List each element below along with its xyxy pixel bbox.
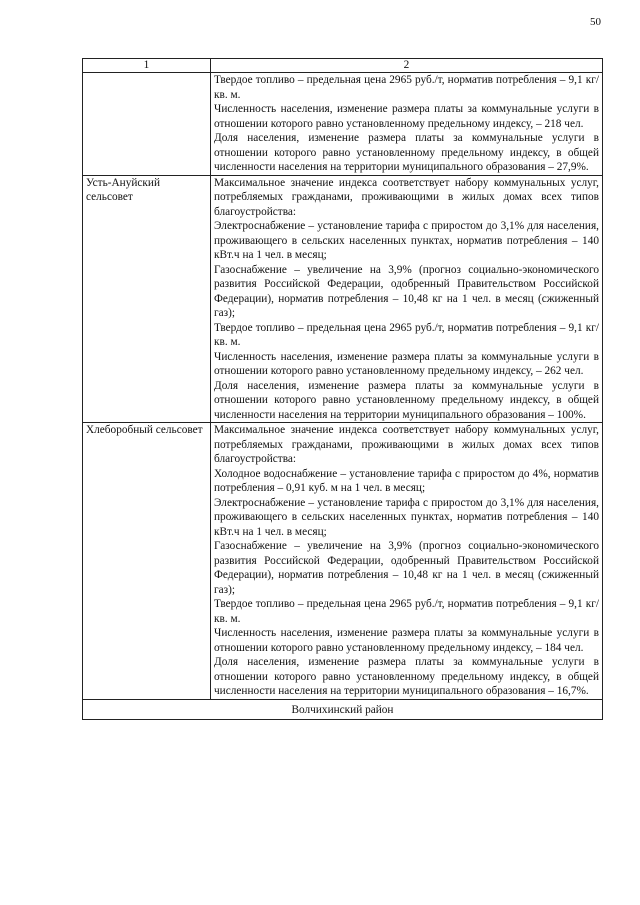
table-row — [83, 73, 603, 176]
paragraph: Газоснабжение – увеличение на 3,9% (прогноз социально-экономического развития Российской Федерации, одобренный Правительством Российской Федерации), норматив потребления – 10,48 кг на 1 чел. в месяц (сжиженный газ); — [214, 263, 599, 319]
paragraph: Максимальное значение индекса соответствует набору коммунальных услуг, потребляемых гражданами, проживающими в жилых домах всех типов благоустройства: — [214, 424, 599, 465]
paragraph: Максимальное значение индекса соответствует набору коммунальных услуг, потребляемых гражданами, проживающими в жилых домах всех типов благоустройства: — [214, 176, 599, 218]
paragraph: Твердое топливо – предельная цена 2965 руб./т, норматив потребления – 9,1 кг/кв. м. — [214, 598, 599, 625]
paragraph: Газоснабжение – увеличение на 3,9% (прогноз социально-экономического развития Российской Федерации, одобренный Правительством Российской Федерации), норматив потребления – 10,48 кг на 1 чел. в месяц (сжиженный газ); — [214, 540, 599, 596]
data-table — [82, 58, 603, 720]
paragraph: Твердое топливо – предельная цена 2965 руб./т, норматив потребления – 9,1 кг/кв. м. — [214, 321, 599, 348]
paragraph: Численность населения, изменение размера платы за коммунальные услуги в отношении которого равно установленному предельному индексу, – 262 чел. — [214, 350, 599, 377]
paragraph: Доля населения, изменение размера платы за коммунальные услуги в отношении которого равно установленному предельному индексу, в общей численности населения на территории муниципального образования – 27,9%. — [214, 132, 599, 173]
table-header-row — [83, 59, 603, 73]
page-number: 50 — [590, 16, 601, 28]
column-header-2: 2 — [211, 59, 603, 73]
paragraph: Численность населения, изменение размера платы за коммунальные услуги в отношении которого равно установленному предельному индексу, – 184 чел. — [214, 627, 599, 654]
paragraph: Доля населения, изменение размера платы за коммунальные услуги в отношении которого равно установленному предельному индексу, в общей численности населения на территории муниципального образования – 16,7%. — [214, 656, 599, 697]
row-name — [83, 73, 211, 176]
district-heading: Волчихинский район — [83, 699, 603, 719]
paragraph: Численность населения, изменение размера платы за коммунальные услуги в отношении которого равно установленному предельному индексу, – 218 чел. — [214, 103, 599, 130]
paragraph: Холодное водоснабжение – установление тарифа с приростом до 4%, норматив потребления – 0,91 куб. м на 1 чел. в месяц; — [214, 467, 599, 494]
row-description — [211, 175, 603, 423]
paragraph: Электроснабжение – установление тарифа с приростом до 3,1% для населения, проживающего в сельских населенных пунктах, норматив потребления – 140 кВт.ч на 1 чел. в месяц; — [214, 220, 599, 261]
table-row — [83, 175, 603, 423]
row-name: Хлеборобный сельсовет — [83, 423, 211, 700]
paragraph: Электроснабжение – установление тарифа с приростом до 3,1% для населения, проживающего в сельских населенных пунктах, норматив потребления – 140 кВт.ч на 1 чел. в месяц; — [214, 496, 599, 538]
district-row — [83, 699, 603, 719]
row-name: Усть-Ануйский сельсовет — [83, 175, 211, 423]
row-description — [211, 423, 603, 700]
table-row — [83, 423, 603, 700]
paragraph: Твердое топливо – предельная цена 2965 руб./т, норматив потребления – 9,1 кг/кв. м. — [214, 74, 599, 101]
column-header-1: 1 — [83, 59, 211, 73]
paragraph: Доля населения, изменение размера платы за коммунальные услуги в отношении которого равно установленному предельному индексу, в общей численности населения на территории муниципального образования – 100%. — [214, 379, 599, 421]
row-description — [211, 73, 603, 176]
